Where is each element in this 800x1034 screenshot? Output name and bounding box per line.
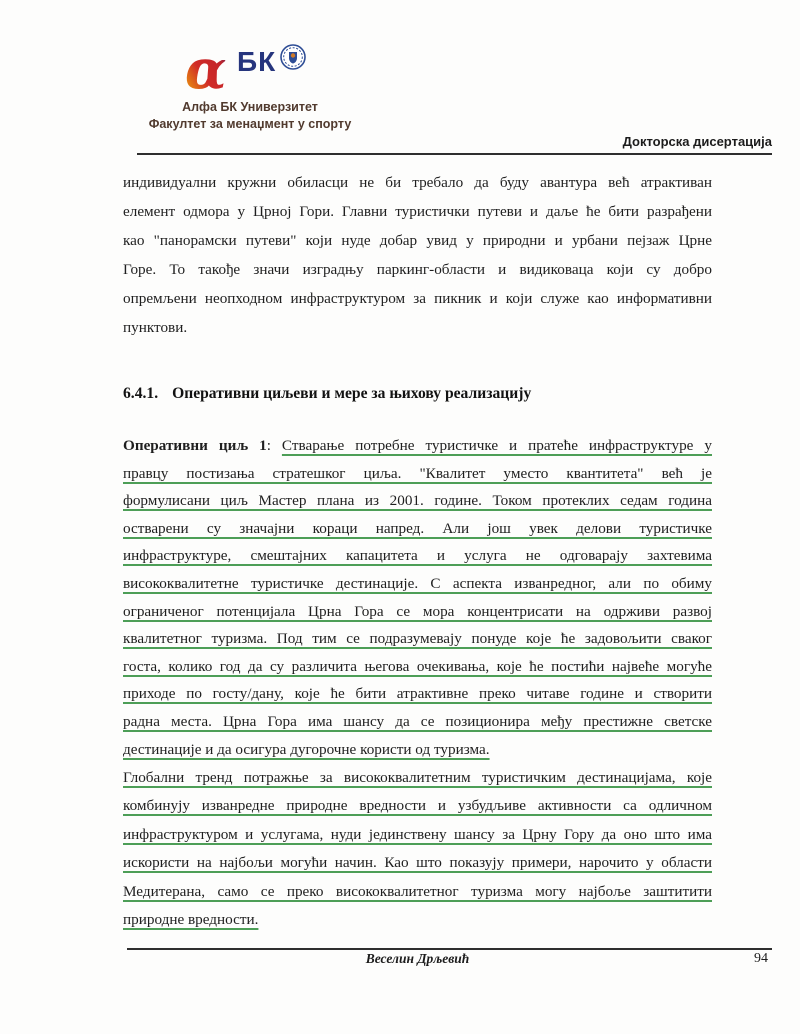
text-line: опремљени неопходном инфраструктуром за пикник и који служе као информативни	[123, 290, 712, 307]
text-line: Глобални тренд потражње за висококвалитетним туристичким дестинацијама, које	[123, 769, 712, 786]
page-number: 94	[754, 951, 768, 966]
footer-rule	[127, 948, 772, 950]
text-line: искористи на најбољи могући начин. Као што показују примери, нарочито у области	[123, 854, 712, 872]
text-line: природне вредности.	[123, 911, 259, 929]
text-line: радна места. Црна Гора има шансу да се позиционира међу престижне светске	[123, 712, 712, 730]
text-line: као "панорамски путеви" који нуде добар увид у природни и урбани пејзаж Црне	[123, 232, 712, 249]
paragraph-intro-lines	[123, 168, 712, 342]
text-line: инфраструктуром и услугама, нуди јединствену шансу за Црну Гору да оно што има	[123, 825, 712, 843]
document-type-label: Докторска дисертација	[622, 134, 772, 149]
text-line: елемент одмора у Црној Гори. Главни туристички путеви и даље ће бити разрађени	[123, 203, 712, 220]
text-line: индивидуални кружни обиласци не би требало да буду авантура већ атрактиван	[123, 174, 712, 191]
text-line: госта, колико год да су различита његова очекивања, које ће постићи највеће могуће	[123, 657, 712, 675]
university-name-line2: Факултет за менаџмент у спорту	[148, 116, 352, 131]
svg-text:α: α	[185, 42, 227, 96]
text-line: Медитерана, само се преко висококвалитетног туризма могу најбоље заштитити	[123, 882, 712, 900]
paragraph-trend-lines	[123, 764, 712, 934]
text-line: ограниченог потенцијала Црна Гора се мора концентрисати на одрживи развој	[123, 602, 712, 620]
text-line: дестинације и да осигура дугорочне користи од туризма.	[123, 740, 490, 758]
text-line: формулисани циљ Мастер плана из 2001. године. Током протеклих седам година	[123, 492, 712, 510]
paragraph-operational-goal	[123, 432, 712, 763]
author-name: Веселин Дрљевић	[365, 951, 470, 966]
section-heading	[123, 385, 712, 403]
text-line: остварени су значајни кораци напред. Али још увек делови туристичке	[123, 519, 712, 537]
section-number: 6.4.1.	[123, 385, 159, 402]
header-rule	[137, 153, 772, 155]
text-line: инфраструктуре, смештајних капацитета и услуга не одговарају захтевима	[123, 547, 712, 565]
text-line: Горе. То такође значи изградњу паркинг-области и видиковаца који су добро	[123, 261, 712, 278]
text-line: приходе по госту/дану, које ће бити атрактивне преко читаве године и створити	[123, 685, 712, 703]
text-line: квалитетног туризма. Под тим се подразумевају понуде које ће задовољити сваког	[123, 630, 712, 648]
university-seal-icon	[280, 44, 306, 70]
goal-first-line-text: Стварање потребне туристичке и пратеће инфраструктуре у	[281, 437, 712, 454]
text-line: пунктови.	[123, 319, 188, 336]
goal-separator: :	[266, 437, 282, 454]
text-line	[123, 432, 712, 460]
paragraph-goal-lines	[123, 460, 712, 764]
bk-logo-text: БК	[237, 46, 277, 77]
section-title: Оперативни циљеви и мере за њихову реализацију	[172, 385, 532, 402]
text-line: комбинују изванредне природне вредности и узбудљиве активности са одличном	[123, 797, 712, 815]
text-line: правцу постизања стратешког циља. "Квалитет уместо квантитета" већ је	[123, 464, 712, 482]
university-name-line1: Алфа БК Универзитет	[182, 100, 318, 114]
alpha-logo-icon	[185, 42, 235, 96]
goal-lead-label: Оперативни циљ 1	[123, 437, 267, 454]
text-line: висококвалитетне туристичке дестинације. С аспекта изванредног, али по обиму	[123, 574, 712, 592]
paragraph-global-trend	[123, 764, 712, 934]
paragraph-intro	[123, 168, 712, 342]
university-name	[130, 99, 370, 132]
